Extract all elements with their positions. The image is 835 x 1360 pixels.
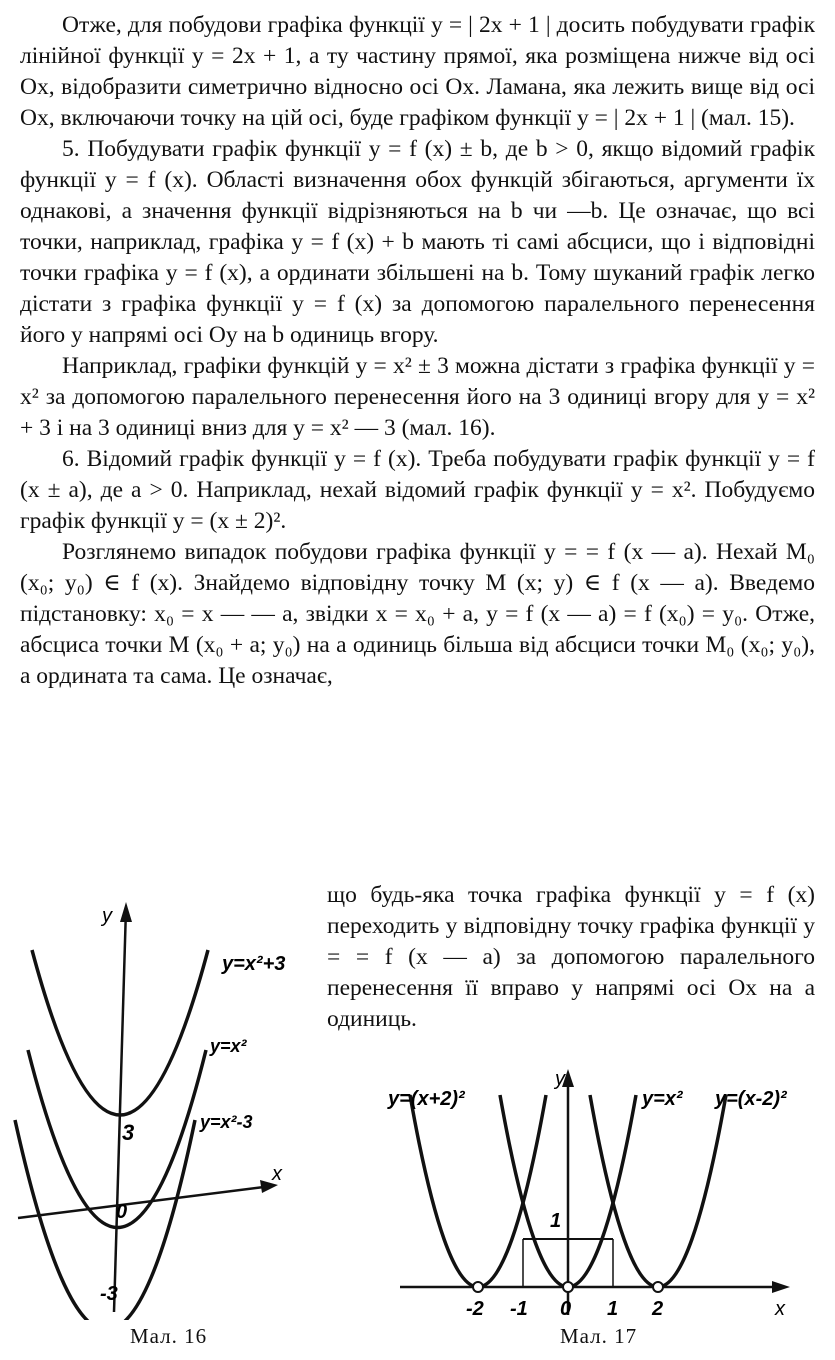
fig16-tick-neg3: -3	[100, 1283, 118, 1305]
fig17-label-right: y=(x-2)²	[715, 1088, 787, 1110]
fig17-vertex-right	[653, 1282, 663, 1292]
fig16-y-arrow	[120, 902, 132, 922]
fig17-vertex-left	[473, 1282, 483, 1292]
fig16-label-lower: y=x²-3	[200, 1112, 253, 1132]
fig16-label-middle: y=x²	[210, 1036, 247, 1056]
fig17-x-arrow	[772, 1281, 790, 1293]
fig17-parabola-right	[590, 1095, 726, 1287]
fig16-y-label: y	[102, 905, 112, 927]
fig17-tick-neg2: -2	[466, 1298, 484, 1320]
figure-16	[10, 900, 310, 1320]
paragraph-4: 6. Відомий графік функції y = f (x). Треба побудувати графік функції y = f (x ± a), де a > 0. Наприклад, нехай відомий графік функції y = x². Побудуємо графік функції y = (x ± 2)².	[20, 446, 815, 534]
figure-17-graph	[380, 1065, 810, 1325]
fig17-x-label: x	[775, 1298, 785, 1320]
fig16-x-label: x	[272, 1163, 282, 1185]
figure-16-graph	[10, 900, 310, 1320]
fig17-label-left: y=(x+2)²	[388, 1088, 465, 1110]
fig16-tick-3: 3	[122, 1120, 135, 1145]
fig16-tick-0: 0	[116, 1201, 128, 1223]
figure-17	[380, 1065, 810, 1325]
fig16-label-upper: y=x²+3	[222, 953, 286, 975]
figure-16-caption: Мал. 16	[130, 1324, 208, 1348]
fig17-parabola-left	[410, 1095, 546, 1287]
fig17-tick-0: 0	[560, 1298, 572, 1320]
figure-17-caption: Мал. 17	[560, 1324, 638, 1348]
main-text	[20, 10, 815, 692]
paragraph-1: Отже, для побудови графіка функції y = | 2x + 1 | досить побудувати графік лінійної функції y = 2x + 1, а ту частину прямої, яка розміщена нижче від осі Ox, відобразити симетрично відносно осі Ox. Ламана, яка лежить вище від осі Ox, включаючи точку на цій осі, буде графіком функції y = | 2x + 1 | (мал. 15).	[20, 12, 815, 131]
fig17-tick-neg1: -1	[510, 1298, 528, 1320]
fig16-y-axis	[114, 908, 126, 1312]
paragraph-3: Наприклад, графіки функцій y = x² ± 3 можна дістати з графіка функції y = x² за допомогою паралельного перенесення його на 3 одиниці вгору для y = x² + 3 і на 3 одиниці вниз для y = x² — 3 (мал. 16).	[20, 353, 815, 441]
fig17-tick-y1: 1	[550, 1210, 562, 1232]
fig17-vertex-middle	[563, 1282, 573, 1292]
fig17-tick-2: 2	[652, 1298, 664, 1320]
side-paragraph: що будь-яка точка графіка функції y = f (x) переходить у відповідну точку графіка функції y = = f (x — a) за допомогою паралельного перенесення її вправо у напрямі осі Ox на a одиниць.	[327, 882, 815, 1032]
fig17-label-middle: y=x²	[642, 1088, 683, 1110]
fig17-tick-1: 1	[607, 1298, 619, 1320]
fig16-x-axis	[18, 1186, 272, 1218]
paragraph-5: Розглянемо випадок побудови графіка функції y = = f (x — a). Нехай M₀ (x₀; y₀) ∈ f (x). Знайдемо відповідну точку M (x; y) ∈ f (x — a). Введемо підстановку: x₀ = x — — a, звідки x = x₀ + a, y = f (x — a) = f (x₀) = y₀. Отже, абсциса точки M (x₀ + a; y₀) на a одиниць більша від абсциси точки M₀ (x₀; y₀), а ордината та сама. Це означає,	[20, 539, 815, 689]
paragraph-2: 5. Побудувати графік функції y = f (x) ± b, де b > 0, якщо відомий графік функції y = f (x). Області визначення обох функцій збігаються, аргументи їх однакові, а значення функції відрізняються на b чи —b. Це означає, що всі точки, наприклад, графіка y = f (x) + b мають ті самі абсциси, що і відповідні точки графіка y = f (x), а ординати збільшені на b. Тому шуканий графік легко дістати з графіка функції y = f (x) за допомогою паралельного перенесення його у напрямі осі Oy на b одиниць вгору.	[20, 136, 815, 348]
fig17-y-label: y	[555, 1068, 565, 1090]
